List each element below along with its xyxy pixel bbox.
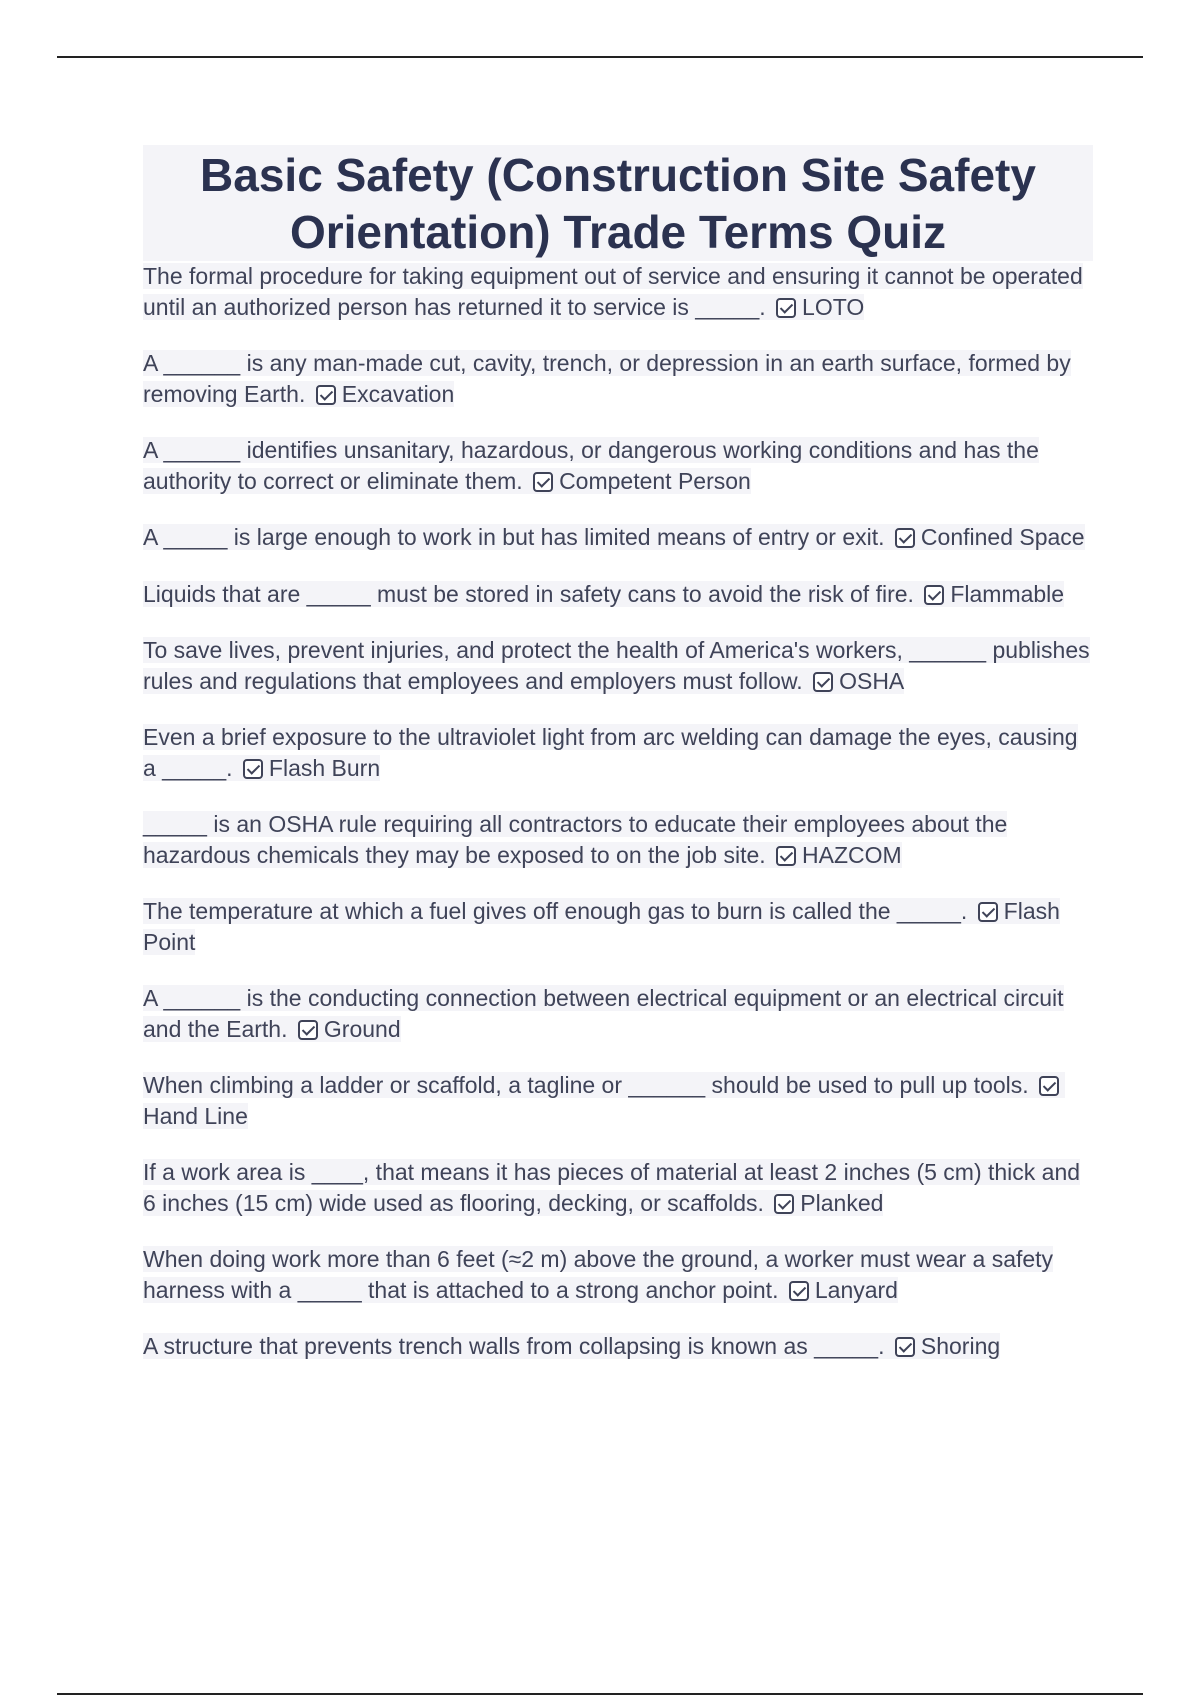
question-text: _____ is an OSHA rule requiring all contractors to educate their employees about the hazardous chemicals they may be exposed to on the job site. — [143, 811, 1008, 868]
question-block — [143, 724, 1078, 781]
top-divider — [57, 56, 1143, 58]
answer-text: HAZCOM — [802, 841, 902, 868]
checkbox-checked-icon — [243, 759, 263, 779]
question-block — [143, 985, 1064, 1042]
question-list — [143, 261, 1093, 1362]
question-text: When climbing a ladder or scaffold, a tagline or ______ should be used to pull up tools. — [143, 1072, 1029, 1098]
question-text: The temperature at which a fuel gives off enough gas to burn is called the _____. — [143, 898, 968, 924]
question-text: Liquids that are _____ must be stored in safety cans to avoid the risk of fire. — [143, 580, 914, 607]
checkbox-checked-icon — [978, 902, 998, 922]
answer-text: Flammable — [950, 580, 1065, 607]
question-block — [143, 263, 1083, 320]
question-text: When doing work more than 6 feet (≈2 m) above the ground, a worker must wear a safety harness with a _____ that is attached to a strong anchor point. — [143, 1246, 1054, 1303]
question-item — [143, 261, 1093, 322]
question-item — [143, 722, 1093, 783]
checkbox-checked-icon — [298, 1020, 318, 1040]
question-item — [143, 522, 1093, 553]
answer-text: LOTO — [802, 293, 865, 320]
question-block — [143, 1159, 1080, 1216]
answer-text: Planked — [800, 1189, 884, 1216]
answer-text: Hand Line — [143, 1102, 248, 1129]
question-text: A _____ is large enough to work in but has limited means of entry or exit. — [143, 524, 885, 550]
question-item — [143, 1070, 1093, 1131]
answer-text: Competent Person — [559, 467, 751, 494]
question-block — [143, 811, 1007, 868]
question-block — [143, 898, 1060, 955]
question-item — [143, 1331, 1093, 1362]
answer-text: Lanyard — [814, 1276, 898, 1303]
checkbox-checked-icon — [789, 1281, 809, 1301]
answer-text: Shoring — [920, 1333, 1001, 1359]
question-item — [143, 983, 1093, 1044]
question-block — [143, 1333, 1000, 1359]
question-block — [143, 1246, 1053, 1303]
question-text: A ______ identifies unsanitary, hazardous, or dangerous working conditions and has the authority to correct or eliminate them. — [143, 437, 1039, 494]
checkbox-checked-icon — [533, 472, 553, 492]
answer-text: Excavation — [341, 380, 455, 407]
question-block — [143, 437, 1039, 494]
question-item — [143, 635, 1093, 696]
question-text: The formal procedure for taking equipment out of service and ensuring it cannot be operated until an authorized person has returned it to service is _____. — [143, 263, 1083, 320]
question-text: A ______ is any man-made cut, cavity, trench, or depression in an earth surface, formed by removing Earth. — [143, 350, 1071, 407]
question-block — [143, 637, 1090, 694]
checkbox-checked-icon — [895, 1337, 915, 1357]
question-item — [143, 809, 1093, 870]
question-item — [143, 579, 1093, 610]
question-block — [143, 581, 1064, 607]
checkbox-checked-icon — [776, 298, 796, 318]
question-item — [143, 435, 1093, 496]
checkbox-checked-icon — [774, 1194, 794, 1214]
answer-text: Ground — [323, 1015, 401, 1042]
answer-text: OSHA — [839, 667, 905, 694]
checkbox-checked-icon — [776, 846, 796, 866]
quiz-document — [143, 145, 1093, 1388]
question-block — [143, 1072, 1065, 1129]
answer-text: Flash Point — [143, 898, 1060, 955]
question-item — [143, 896, 1093, 957]
page-title: Basic Safety (Construction Site Safety Orientation) Trade Terms Quiz — [143, 145, 1093, 261]
question-item — [143, 348, 1093, 409]
checkbox-checked-icon — [813, 672, 833, 692]
question-text: A structure that prevents trench walls from collapsing is known as _____. — [143, 1333, 885, 1359]
question-block — [143, 524, 1085, 550]
question-text: Even a brief exposure to the ultraviolet light from arc welding can damage the eyes, causing a _____. — [143, 724, 1078, 781]
question-text: If a work area is ____, that means it has pieces of material at least 2 inches (5 cm) thick and 6 inches (15 cm) wide used as flooring, decking, or scaffolds. — [143, 1159, 1081, 1216]
checkbox-checked-icon — [1039, 1076, 1059, 1096]
question-item — [143, 1157, 1093, 1218]
bottom-divider — [57, 1693, 1143, 1695]
checkbox-checked-icon — [316, 385, 336, 405]
checkbox-checked-icon — [924, 585, 944, 605]
question-text: To save lives, prevent injuries, and protect the health of America's workers, ______ publishes rules and regulations that employees and employers must follow. — [143, 637, 1090, 694]
question-block — [143, 350, 1071, 407]
answer-text: Flash Burn — [268, 754, 381, 781]
question-item — [143, 1244, 1093, 1305]
checkbox-checked-icon — [895, 528, 915, 548]
answer-text: Confined Space — [920, 524, 1085, 550]
question-text: A ______ is the conducting connection between electrical equipment or an electrical circuit and the Earth. — [143, 985, 1064, 1042]
